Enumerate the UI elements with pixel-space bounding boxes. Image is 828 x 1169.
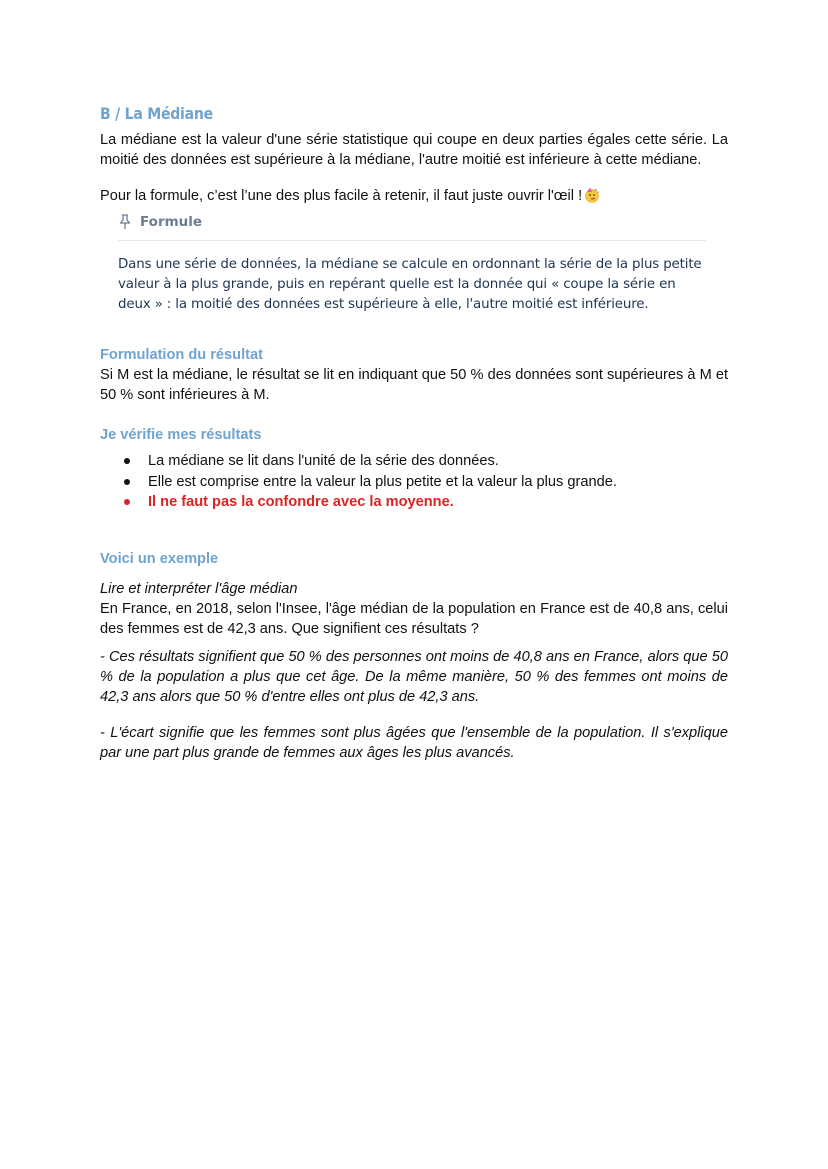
formula-header — [118, 212, 706, 232]
document-page — [100, 104, 728, 763]
result-heading: Formulation du résultat — [100, 347, 263, 363]
pin-icon — [118, 214, 132, 230]
example-answer-2: - L'écart signifie que les femmes sont plus âgées que l'ensemble de la population. Il s'explique par une part plus grande de femmes aux âges les plus avancés. — [100, 724, 728, 761]
example-question: En France, en 2018, selon l'Insee, l'âge médian de la population en France est de 40,8 ans, celui des femmes est de 42,3 ans. Que signifient ces résultats ? — [100, 600, 728, 637]
formula-lead — [100, 186, 728, 206]
check-list — [100, 451, 728, 513]
formula-text: Dans une série de données, la médiane se calcule en ordonnant la série de la plus petite valeur à la plus grande, puis en repérant quelle est la donnée qui « coupe la série en deux » : la moitié des données est supérieure à elle, l'autre moitié est inférieure. — [118, 257, 702, 312]
section-title: B / La Médiane — [100, 104, 213, 123]
list-item: La médiane se lit dans l'unité de la série des données. — [148, 451, 728, 472]
intro-paragraph: La médiane est la valeur d'une série statistique qui coupe en deux parties égales cette série. La moitié des données est supérieure à la médiane, l'autre moitié est inférieure à cette médiane. — [100, 132, 728, 168]
formula-lead-text: Pour la formule, c’est l’une des plus facile à retenir, il faut juste ouvrir l'œil ! — [100, 188, 583, 204]
result-paragraph: Si M est la médiane, le résultat se lit en indiquant que 50 % des données sont supérieures à M et 50 % sont inférieures à M. — [100, 367, 728, 403]
check-heading: Je vérifie mes résultats — [100, 427, 262, 443]
formula-callout — [118, 212, 706, 315]
party-face-icon — [584, 187, 600, 203]
formula-label: Formule — [140, 214, 203, 230]
list-item-warning: Il ne faut pas la confondre avec la moyenne. — [148, 492, 728, 513]
example-answer-1: - Ces résultats signifient que 50 % des personnes ont moins de 40,8 ans en France, alors que 50 % de la population a plus que cet âge. De la même manière, 50 % des femmes ont moins de 42,3 ans alors que 50 % d'entre elles ont plus de 42,3 ans. — [100, 648, 728, 705]
list-item: Elle est comprise entre la valeur la plus petite et la valeur la plus grande. — [148, 472, 728, 493]
example-subtitle: Lire et interpréter l'âge médian — [100, 580, 298, 597]
formula-divider — [118, 240, 706, 241]
example-heading: Voici un exemple — [100, 550, 219, 567]
